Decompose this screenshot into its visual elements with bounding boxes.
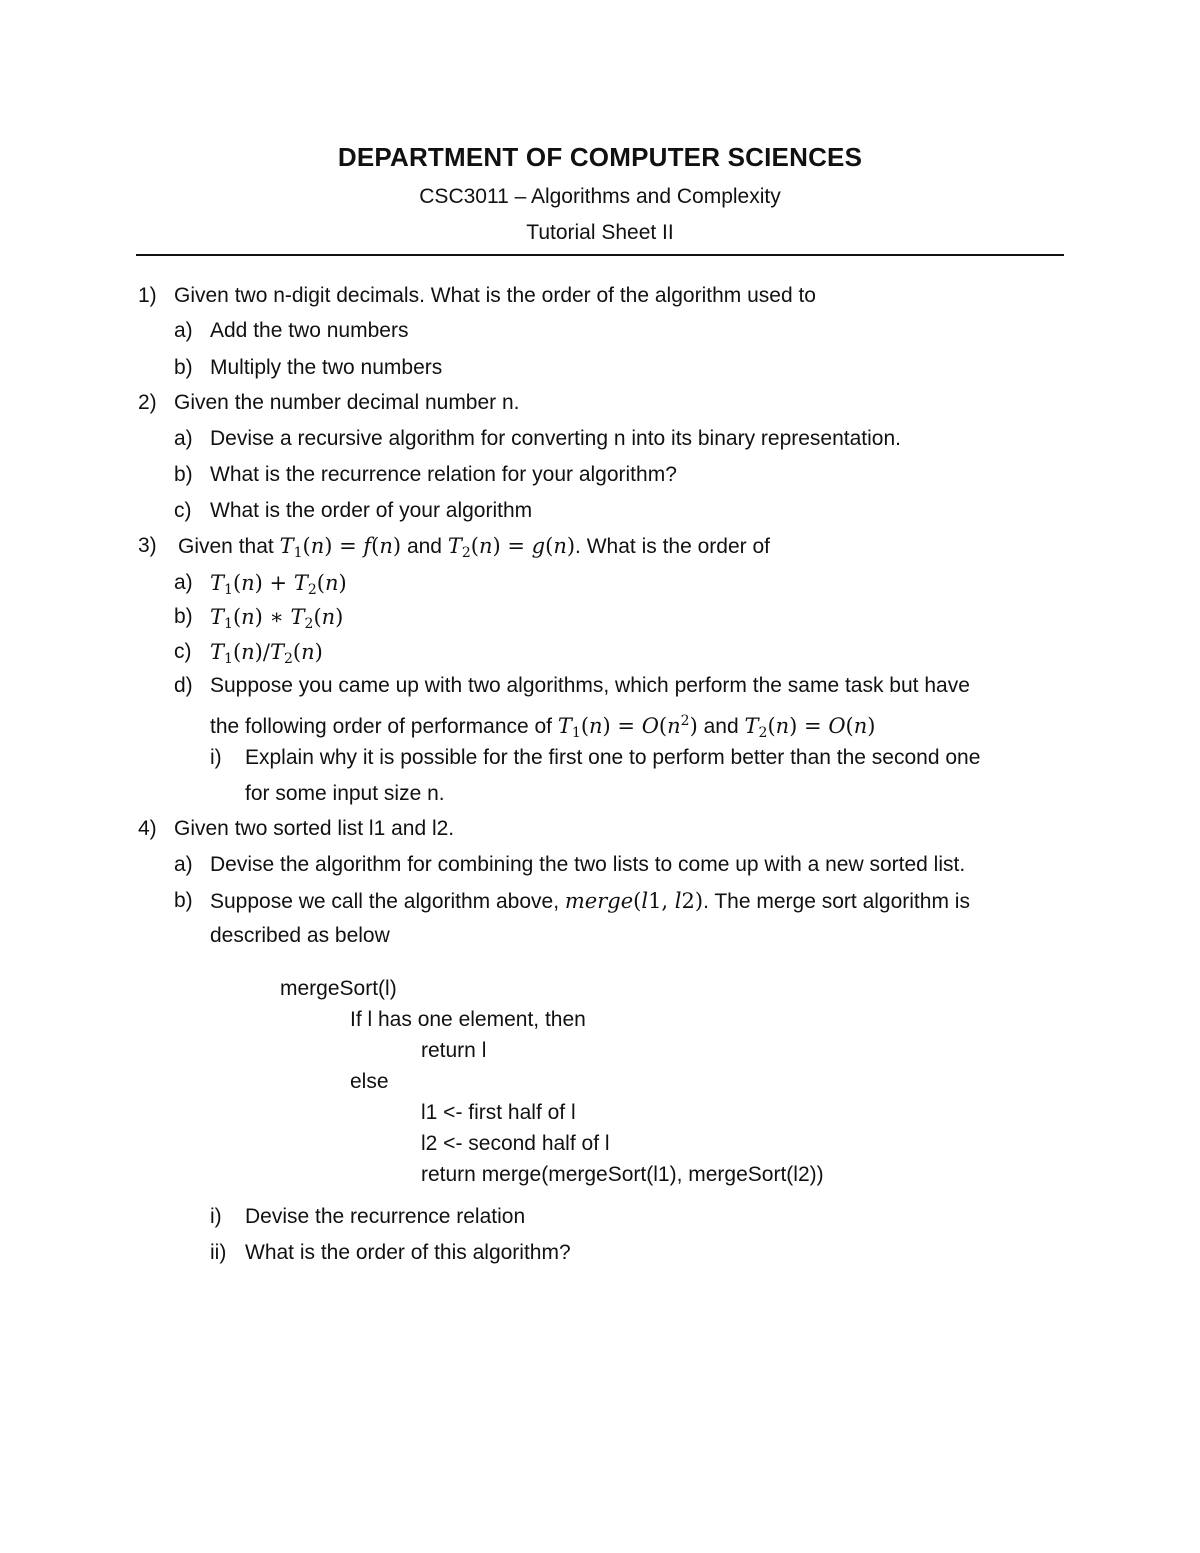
item-label: b) — [174, 356, 193, 379]
math-expression: $T_1(n)/T_2(n)$ — [210, 640, 323, 667]
item-label: ii) — [210, 1241, 227, 1264]
item-label: a) — [174, 319, 193, 342]
item-text: Suppose you came up with two algorithms, which perform the same task but have — [210, 674, 970, 697]
item-label: c) — [174, 499, 192, 522]
question-number: 2) — [138, 391, 157, 414]
item-label: a) — [174, 427, 193, 450]
item-label: i) — [210, 1205, 222, 1228]
item-label: d) — [174, 674, 193, 697]
item-label: i) — [210, 746, 222, 769]
question-number: 4) — [138, 817, 157, 840]
header-divider — [136, 254, 1064, 256]
item-text: Devise the recurrence relation — [245, 1205, 526, 1228]
question-text: Given two n-digit decimals. What is the order of the algorithm used to — [174, 284, 816, 307]
item-text: Devise the algorithm for combining the two lists to come up with a new sorted list. — [210, 853, 966, 876]
item-text: Devise a recursive algorithm for converting n into its binary representation. — [210, 427, 901, 450]
course-title: CSC3011 – Algorithms and Complexity — [419, 185, 781, 208]
item-label: b) — [174, 463, 193, 486]
item-text: Add the two numbers — [210, 319, 409, 342]
question-text: Given the number decimal number n. — [174, 391, 520, 414]
item-label: c) — [174, 640, 192, 663]
question-number: 3) — [138, 534, 157, 557]
question-text: Given two sorted list l1 and l2. — [174, 817, 455, 840]
item-label: a) — [174, 853, 193, 876]
item-label: b) — [174, 605, 193, 628]
item-label: b) — [174, 889, 193, 912]
item-text: Explain why it is possible for the first one to perform better than the second one — [245, 746, 981, 769]
document-title: DEPARTMENT OF COMPUTER SCIENCES — [337, 142, 863, 172]
item-text: Suppose we call the algorithm above, merge(l1, l2). The merge sort algorithm is — [210, 889, 970, 913]
item-text: described as below — [210, 924, 390, 947]
item-text: for some input size n. — [245, 782, 445, 805]
item-text: Multiply the two numbers — [210, 356, 443, 379]
question-text: Given that $T_1(n) = f(n)$ and $T_2(n) = g(n)$. What is the order of — [178, 534, 770, 561]
question-number: 1) — [138, 284, 157, 307]
math-expression: $T_1(n)$ ∗ $T_2(n)$ — [210, 605, 344, 632]
item-text: What is the order of this algorithm? — [245, 1241, 571, 1264]
item-label: a) — [174, 571, 193, 594]
sheet-title: Tutorial Sheet II — [526, 221, 674, 244]
item-text: What is the recurrence relation for your algorithm? — [210, 463, 677, 486]
item-text: the following order of performance of $T_1(n) = O(n^2)$ and $T_2(n) = O(n)$ — [210, 713, 876, 741]
math-expression: $T_1(n) + T_2(n)$ — [210, 571, 347, 598]
item-text: What is the order of your algorithm — [210, 499, 533, 522]
